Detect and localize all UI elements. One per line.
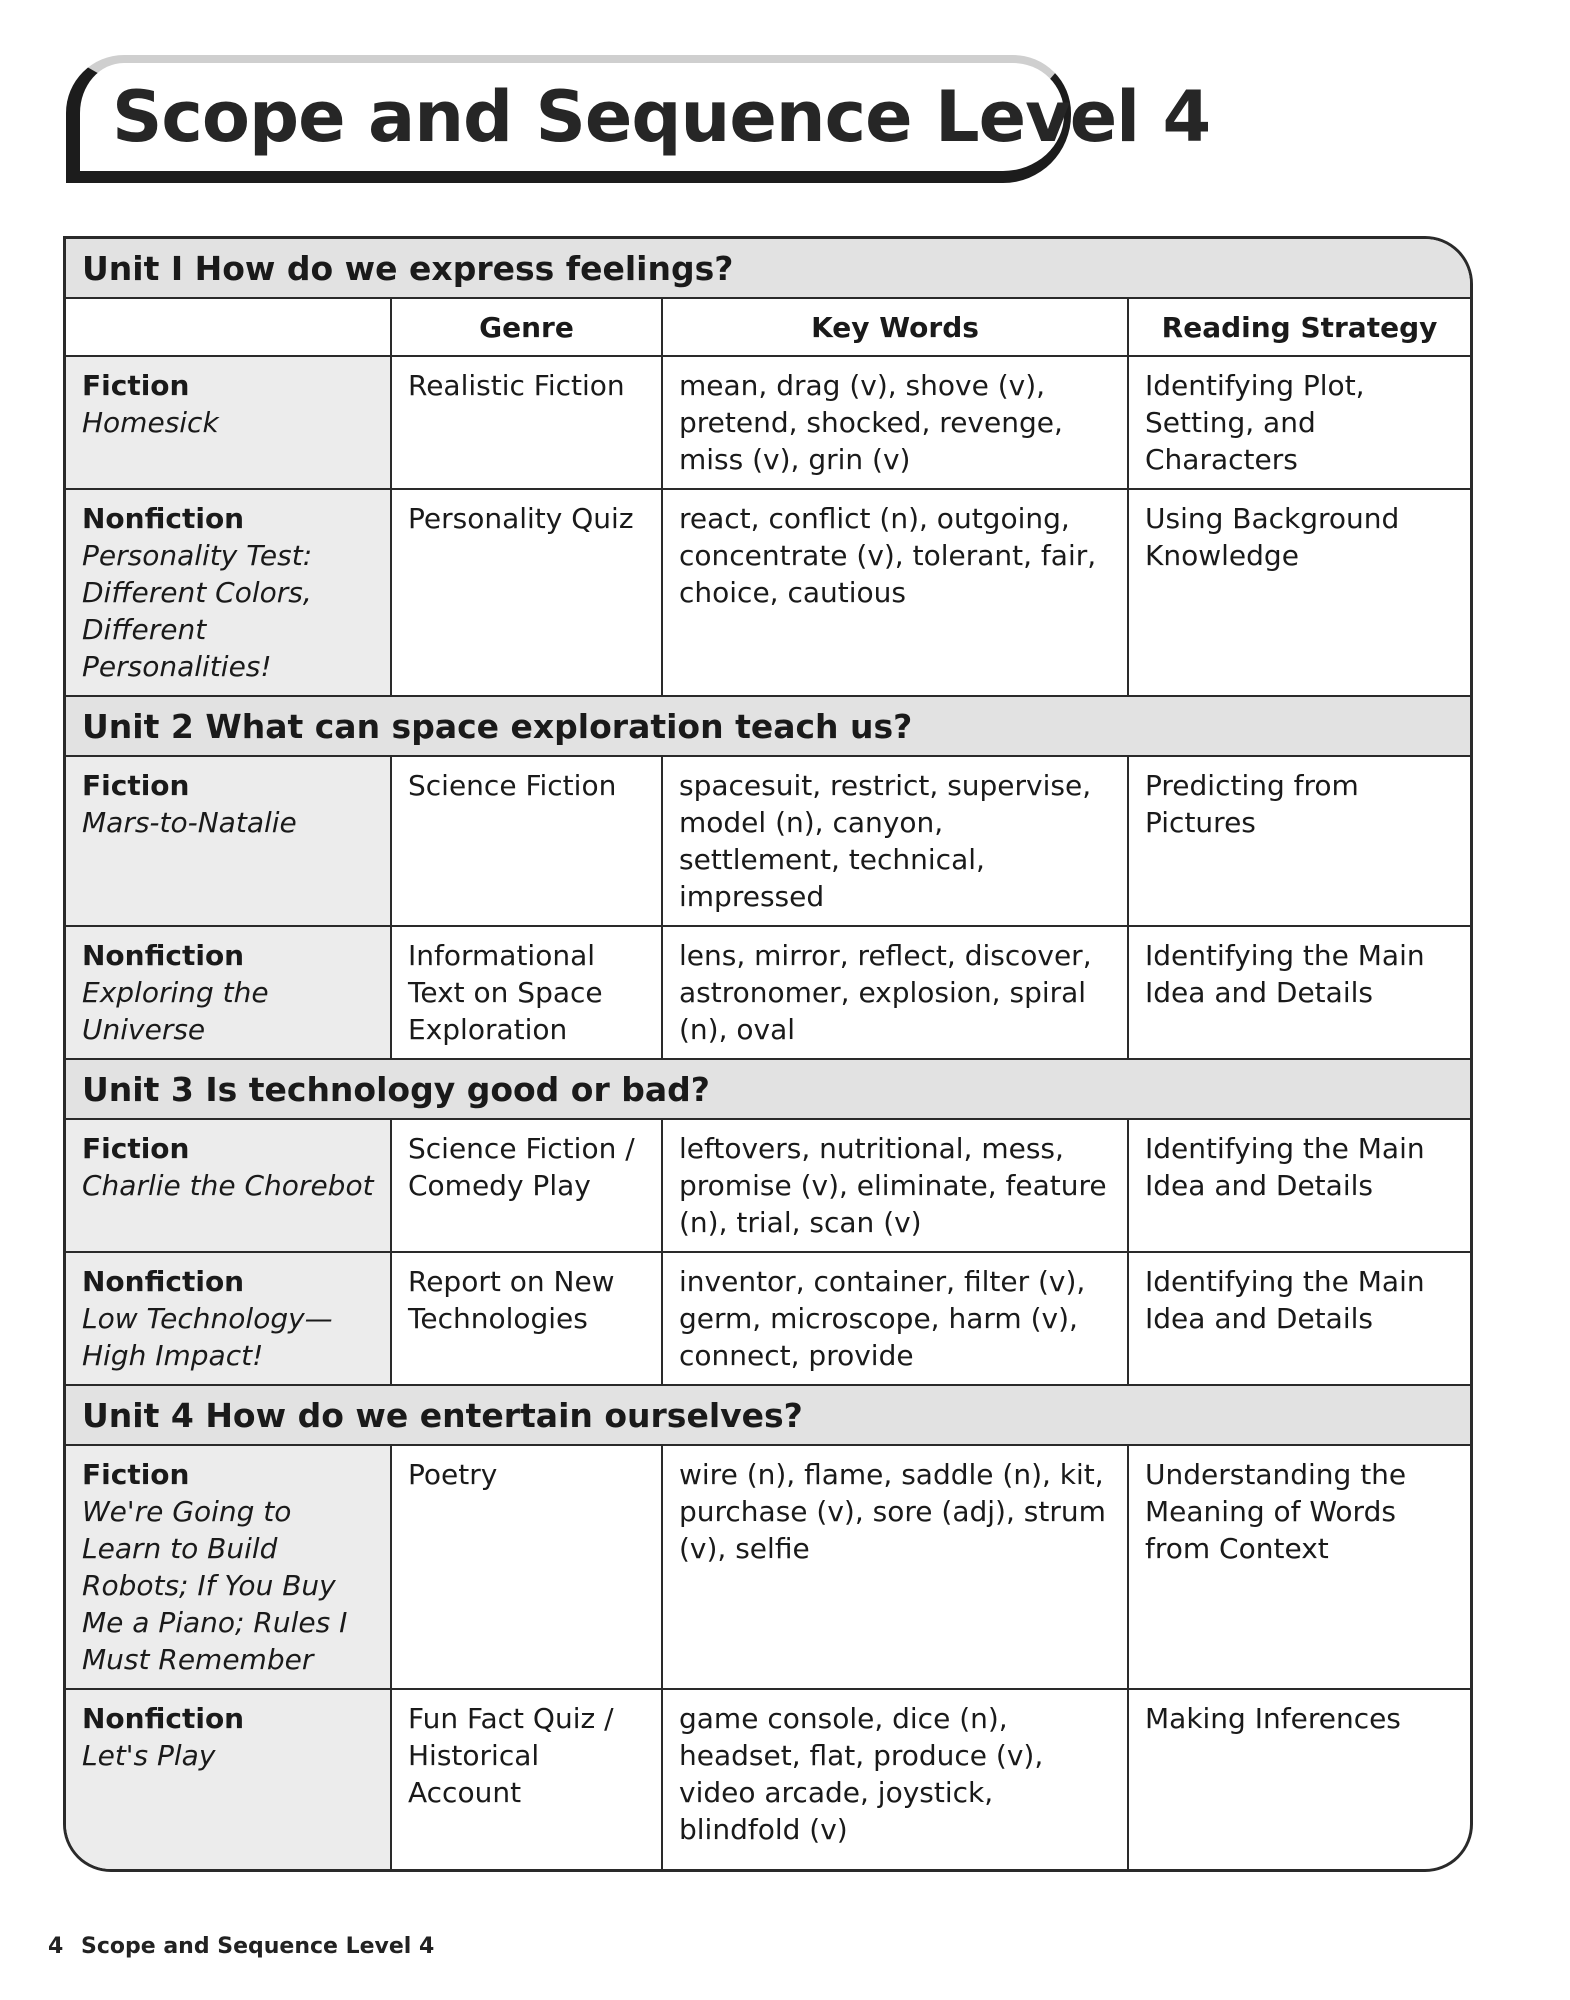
header-reading-strategy: Reading Strategy [1128,298,1470,356]
selection-type: Fiction [82,1458,190,1491]
selection-cell [66,756,391,926]
page-footer [48,1934,434,1959]
genre-cell: Informational Text on Space Exploration [391,926,662,1059]
strategy-cell: Identifying the Main Idea and Details [1128,926,1470,1059]
unit-heading: Unit 4 How do we entertain ourselves? [66,1385,1470,1445]
key-words-cell: leftovers, nutritional, mess, promise (v), eliminate, feature (n), trial, scan (v) [662,1119,1128,1252]
strategy-cell: Identifying the Main Idea and Details [1128,1252,1470,1385]
selection-cell [66,1689,391,1872]
strategy-cell: Using Background Knowledge [1128,489,1470,696]
unit-header-row [66,696,1470,756]
strategy-cell: Predicting from Pictures [1128,756,1470,926]
page-number: 4 [48,1934,64,1959]
genre-cell: Science Fiction [391,756,662,926]
footer-text: Scope and Sequence Level 4 [80,1934,435,1959]
key-words-cell: react, conflict (n), outgoing, concentrate (v), tolerant, fair, choice, cautious [662,489,1128,696]
selection-cell [66,1252,391,1385]
genre-cell: Science Fiction / Comedy Play [391,1119,662,1252]
table-row [66,489,1470,696]
strategy-cell: Making Inferences [1128,1689,1470,1872]
table-row [66,1252,1470,1385]
selection-cell [66,1445,391,1689]
key-words-cell: spacesuit, restrict, supervise, model (n), canyon, settlement, technical, impressed [662,756,1128,926]
selection-title: We're Going to Learn to Build Robots; If You Buy Me a Piano; Rules I Must Remember [82,1495,348,1676]
selection-type: Nonfiction [82,939,245,972]
selection-cell [66,356,391,489]
selection-cell [66,926,391,1059]
genre-cell: Fun Fact Quiz / Historical Account [391,1689,662,1872]
selection-type: Nonfiction [82,502,245,535]
unit-header-row [66,239,1470,298]
table-row [66,756,1470,926]
unit-heading: Unit 3 Is technology good or bad? [66,1059,1470,1119]
selection-type: Nonfiction [82,1265,245,1298]
table-row [66,1689,1470,1872]
header-blank [66,298,391,356]
selection-cell [66,489,391,696]
selection-title: Exploring the Universe [82,976,269,1046]
selection-type: Nonfiction [82,1702,245,1735]
key-words-cell: mean, drag (v), shove (v), pretend, shocked, revenge, miss (v), grin (v) [662,356,1128,489]
strategy-cell: Understanding the Meaning of Words from Context [1128,1445,1470,1689]
key-words-cell: inventor, container, filter (v), germ, microscope, harm (v), connect, provide [662,1252,1128,1385]
selection-title: Mars-to-Natalie [82,806,297,839]
strategy-cell: Identifying the Main Idea and Details [1128,1119,1470,1252]
selection-type: Fiction [82,769,190,802]
selection-title: Let's Play [82,1739,216,1772]
table-row [66,1119,1470,1252]
genre-cell: Realistic Fiction [391,356,662,489]
table-row [66,1445,1470,1689]
selection-cell [66,1119,391,1252]
genre-cell: Personality Quiz [391,489,662,696]
selection-type: Fiction [82,369,190,402]
strategy-cell: Identifying Plot, Setting, and Characters [1128,356,1470,489]
table-row [66,926,1470,1059]
unit-heading: Unit I How do we express feelings? [66,239,1470,298]
genre-cell: Report on New Technologies [391,1252,662,1385]
header-key-words: Key Words [662,298,1128,356]
unit-heading: Unit 2 What can space exploration teach us? [66,696,1470,756]
key-words-cell: wire (n), flame, saddle (n), kit, purchase (v), sore (adj), strum (v), selfie [662,1445,1128,1689]
unit-header-row [66,1385,1470,1445]
column-header-row [66,298,1470,356]
scope-sequence-table [63,236,1473,1872]
table-row [66,356,1470,489]
selection-type: Fiction [82,1132,190,1165]
genre-cell: Poetry [391,1445,662,1689]
page-title: Scope and Sequence Level 4 [112,76,1211,158]
selection-title: Homesick [82,406,219,439]
key-words-cell: game console, dice (n), headset, flat, produce (v), video arcade, joystick, blindfold (v) [662,1689,1128,1872]
unit-header-row [66,1059,1470,1119]
header-genre: Genre [391,298,662,356]
selection-title: Charlie the Chorebot [82,1169,374,1202]
selection-title: Personality Test: Different Colors, Different Personalities! [82,539,313,683]
key-words-cell: lens, mirror, reflect, discover, astronomer, explosion, spiral (n), oval [662,926,1128,1059]
selection-title: Low Technology—High Impact! [82,1302,333,1372]
